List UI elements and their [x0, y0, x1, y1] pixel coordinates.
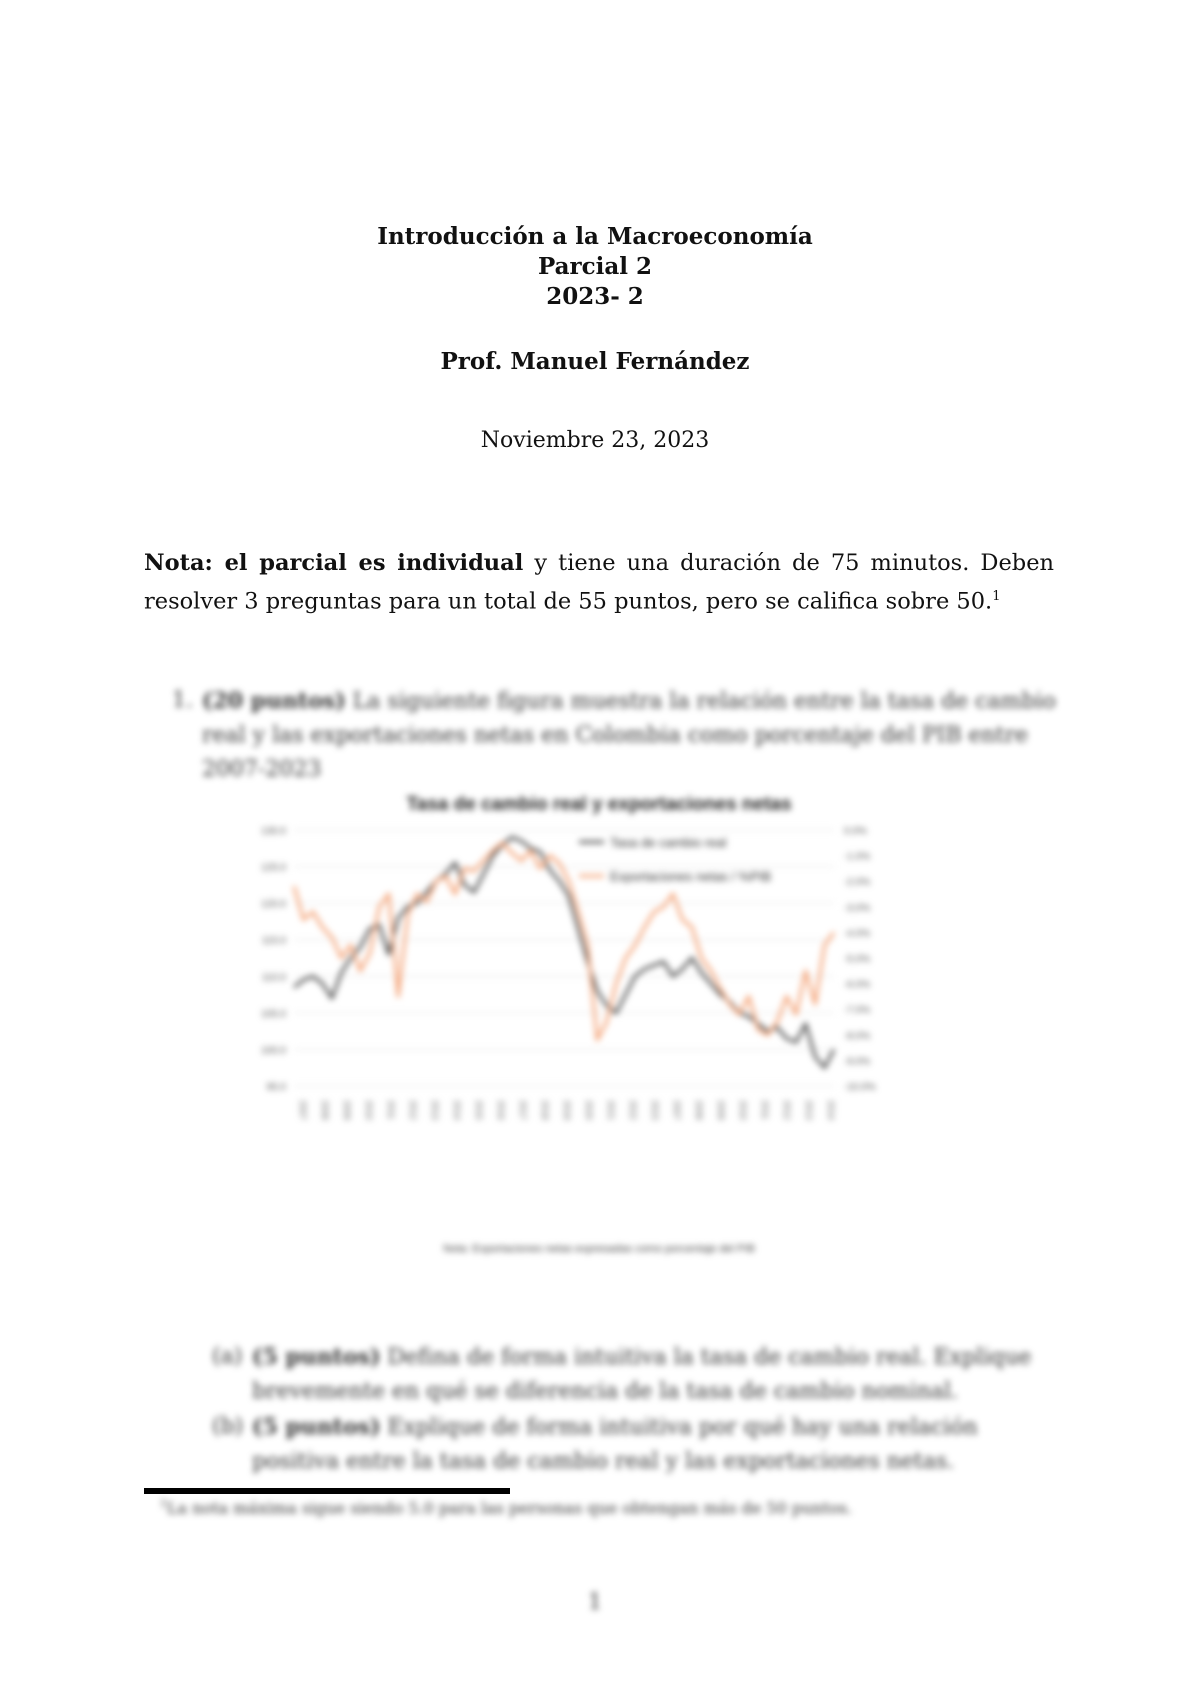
legend-label-series-1: Tasa de cambio real	[610, 835, 727, 850]
right-tick-label: -6.0%	[844, 979, 871, 991]
question-number: 1.	[172, 688, 193, 713]
footnote-mark: 1	[160, 1497, 167, 1510]
x-tick-label: 2019	[562, 1100, 572, 1121]
x-tick-label: 2007	[298, 1100, 308, 1121]
subquestion-label: (a)	[212, 1344, 243, 1369]
x-tick-label: 2011	[760, 1100, 770, 1120]
right-tick-label: -8.0%	[844, 1030, 871, 1042]
x-tick-label: 2011	[386, 1100, 396, 1120]
right-tick-label: -9.0%	[844, 1056, 871, 1068]
exchange-rate-chart	[254, 786, 944, 1256]
subquestion-body: Explique de forma intuitiva por qué hay una relación positiva entre la tasa de cambio real y las exportaciones netas.	[252, 1415, 978, 1474]
left-axis	[261, 826, 286, 1093]
page-number: 1	[588, 1590, 602, 1615]
left-tick-label: 120.0	[260, 899, 286, 911]
right-tick-label: -5.0%	[844, 954, 871, 965]
question-body: La siguiente figura muestra la relación entre la tasa de cambio real y las exportaciones netas en Colombia como porcentaje del PIB entre 2007-2023	[202, 689, 1056, 782]
x-tick-label: 2020	[584, 1100, 594, 1121]
x-tick-label: 2021	[606, 1100, 616, 1121]
left-tick-label: 100.0	[260, 1045, 286, 1057]
x-tick-label: 2022	[628, 1100, 638, 1121]
x-tick-label: 2010	[738, 1100, 748, 1121]
footnote	[160, 1497, 1040, 1517]
x-tick-label: 2009	[342, 1100, 352, 1121]
left-tick-label: 110.0	[261, 972, 286, 984]
x-tick-label: 2012	[408, 1100, 418, 1121]
x-tick-label: 2016	[496, 1100, 506, 1121]
right-tick-label: -1.0%	[844, 851, 871, 863]
exam-date: Noviembre 23, 2023	[480, 428, 710, 453]
x-tick-label: 2018	[540, 1100, 550, 1121]
x-tick-label: 2015	[474, 1100, 484, 1121]
course-title: Introducción a la Macroeconomía	[377, 223, 813, 250]
x-tick-label: 2009	[716, 1100, 726, 1121]
subquestion-a	[212, 1340, 1054, 1409]
chart-title: Tasa de cambio real y exportaciones netas	[406, 794, 792, 815]
right-tick-label: -4.0%	[844, 928, 871, 940]
x-tick-label: 2012	[782, 1100, 792, 1121]
subquestion-points: (5 puntos)	[252, 1344, 381, 1370]
exam-title: Parcial 2	[537, 253, 653, 280]
left-tick-label: 115.0	[261, 935, 286, 947]
footnote-text: La nota máxima sigue siendo 5.0 para las personas que obtengan más de 50 puntos.	[167, 1498, 853, 1518]
x-tick-label: 2007	[672, 1100, 682, 1121]
subquestion-points: (5 puntos)	[252, 1414, 381, 1440]
exam-term: 2023- 2	[546, 283, 644, 310]
right-axis	[844, 826, 876, 1093]
left-tick-label: 125.0	[260, 862, 286, 874]
professor-name: Prof. Manuel Fernández	[440, 348, 750, 375]
subquestion-text	[252, 1340, 1054, 1409]
x-tick-label: 2017	[518, 1100, 528, 1121]
exam-note	[144, 546, 1054, 619]
chart-legend	[579, 835, 771, 884]
legend-label-series-2: Exportaciones netas / %PIB	[610, 869, 772, 884]
note-footnote-mark: 1	[992, 589, 1001, 604]
left-tick-label: 130.0	[260, 826, 286, 837]
x-axis	[298, 1100, 836, 1120]
question-text	[202, 684, 1056, 787]
left-tick-label: 95.0	[266, 1082, 286, 1093]
chart-svg	[254, 786, 944, 1256]
right-tick-label: -7.0%	[844, 1005, 871, 1017]
note-bold: Nota: el parcial es individual	[144, 550, 524, 576]
right-tick-label: -3.0%	[844, 902, 871, 914]
note-text: y tiene una duración de 75 minutos. Deben resolver 3 preguntas para un total de 55 puntos, pero se califica sobre 50.	[144, 550, 1054, 615]
question-points: (20 puntos)	[202, 688, 346, 714]
right-tick-label: 0.0%	[844, 826, 867, 837]
header-block	[0, 222, 1190, 312]
subquestion-text	[252, 1410, 1054, 1479]
x-tick-label: 2013	[804, 1100, 814, 1121]
subquestion-label: (b)	[212, 1414, 244, 1439]
x-tick-label: 2014	[826, 1100, 836, 1121]
question-1	[172, 684, 1056, 787]
subquestion-body: Defina de forma intuitiva la tasa de cambio real. Explique brevemente en qué se diferencia de la tasa de cambio nominal.	[252, 1345, 1032, 1404]
chart-source-note: Nota: Exportaciones netas expresadas como porcentaje del PIB	[443, 1243, 755, 1255]
x-tick-label: 2008	[694, 1100, 704, 1121]
x-tick-label: 2014	[452, 1100, 462, 1121]
x-tick-label: 2013	[430, 1100, 440, 1121]
x-tick-label: 2010	[364, 1100, 374, 1121]
left-tick-label: 105.0	[260, 1008, 286, 1020]
footnote-rule	[144, 1488, 510, 1494]
right-tick-label: -2.0%	[844, 877, 871, 889]
x-tick-label: 2023	[650, 1100, 660, 1121]
subquestion-b	[212, 1410, 1054, 1479]
x-tick-label: 2008	[320, 1100, 330, 1121]
right-tick-label: -10.0%	[844, 1082, 876, 1093]
